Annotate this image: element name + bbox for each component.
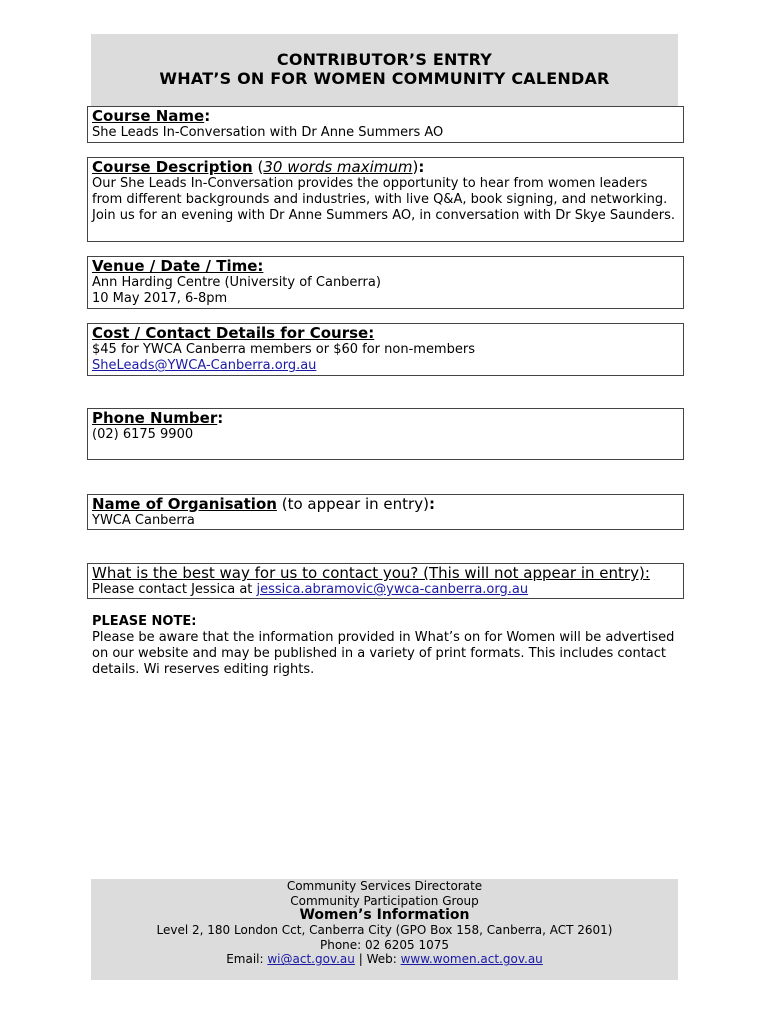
course-description-value: Our She Leads In-Conversation provides the opportunity to hear from women leaders from different backgrounds and industries, with live Q&A, book signing, and networking. Join us for an evening with Dr Anne Summers AO, in conversation with Dr Skye Saunders. xyxy=(92,176,676,223)
footer-separator: | Web: xyxy=(354,952,401,967)
organisation-field[interactable]: Name of Organisation (to appear in entry): YWCA Canberra xyxy=(87,494,684,530)
footer-email-label: Email: xyxy=(226,952,268,967)
please-note-title: PLEASE NOTE: xyxy=(92,614,197,629)
contact-method-prefix: Please contact Jessica at xyxy=(92,582,257,597)
please-note xyxy=(92,614,692,678)
course-name-value: She Leads In-Conversation with Dr Anne Summers AO xyxy=(92,125,444,140)
phone-value: (02) 6175 9900 xyxy=(92,427,194,442)
please-note-body: Please be aware that the information provided in What’s on for Women will be advertised on our website and may be published in a variety of print formats. This includes contact details. Wi reserves editing rights. xyxy=(92,630,675,677)
footer-org: Women’s Information xyxy=(299,907,470,924)
cost-contact-field[interactable] xyxy=(87,323,684,376)
organisation-hint: (to appear in entry) xyxy=(281,495,429,513)
form-title-line2: WHAT’S ON FOR WOMEN COMMUNITY CALENDAR xyxy=(159,69,610,88)
footer-phone: Phone: 02 6205 1075 xyxy=(319,937,449,952)
footer-email-link[interactable]: wi@act.gov.au xyxy=(267,952,355,967)
footer xyxy=(91,879,678,980)
course-description-hint: 30 words maximum xyxy=(263,158,413,176)
venue-field[interactable] xyxy=(87,256,684,309)
cost-label: Cost / Contact Details for Course: xyxy=(92,324,375,342)
contact-email-link[interactable]: jessica.abramovic@ywca-canberra.org.au xyxy=(256,582,529,597)
contact-method-field[interactable] xyxy=(87,563,684,599)
footer-directorate: Community Services Directorate xyxy=(286,879,483,893)
organisation-value: YWCA Canberra xyxy=(92,513,195,528)
venue-date-time: 10 May 2017, 6-8pm xyxy=(92,291,228,306)
phone-label: Phone Number xyxy=(92,409,218,427)
contact-method-label: What is the best way for us to contact you? (This will not appear in entry): xyxy=(92,564,650,582)
organisation-label: Name of Organisation xyxy=(92,495,277,513)
phone-field[interactable]: Phone Number: (02) 6175 9900 xyxy=(87,408,684,460)
form-header xyxy=(91,34,678,106)
course-description-label: Course Description xyxy=(92,158,253,176)
footer-address: Level 2, 180 London Cct, Canberra City (GPO Box 158, Canberra, ACT 2601) xyxy=(156,923,613,938)
footer-web-link[interactable]: www.women.act.gov.au xyxy=(400,952,543,967)
course-name-label: Course Name xyxy=(92,107,205,125)
course-description-field[interactable]: Course Description (30 words maximum): Our She Leads In-Conversation provides the opportunity to hear from women leaders from different backgrounds and industries, with live Q&A, book signing, and networking. Join us for an evening with Dr Anne Summers AO, in conversation with Dr Skye Saunders. xyxy=(87,157,684,242)
course-email-link[interactable]: SheLeads@YWCA-Canberra.org.au xyxy=(92,358,317,373)
venue-location: Ann Harding Centre (University of Canberra) xyxy=(92,275,381,290)
venue-label: Venue / Date / Time: xyxy=(92,257,264,275)
course-name-field[interactable]: Course Name: She Leads In-Conversation with Dr Anne Summers AO xyxy=(87,106,684,143)
form-title-line1: CONTRIBUTOR’S ENTRY xyxy=(276,50,493,69)
footer-group: Community Participation Group xyxy=(290,893,479,908)
cost-value: $45 for YWCA Canberra members or $60 for non-members xyxy=(92,342,475,357)
